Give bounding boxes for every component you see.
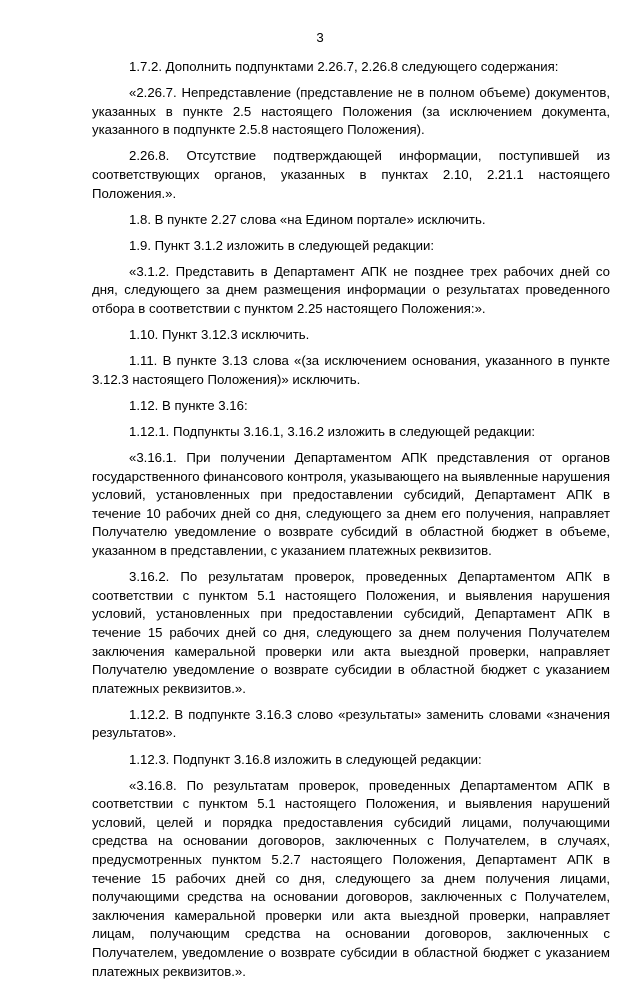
paragraph-1-8: 1.8. В пункте 2.27 слова «на Едином портале» исключить. bbox=[129, 211, 486, 227]
paragraph-1-12-2: 1.12.2. В подпункте 3.16.3 слово «результаты» заменить словами «значения результатов». bbox=[92, 706, 610, 741]
paragraph-1-7-2: 1.7.2. Дополнить подпунктами 2.26.7, 2.26.8 следующего содержания: bbox=[129, 59, 559, 74]
document-body bbox=[92, 58, 610, 989]
paragraph-1-12-1: 1.12.1. Подпункты 3.16.1, 3.16.2 изложить в следующей редакции: bbox=[129, 424, 536, 439]
paragraph-3-16-2: 3.16.2. По результатам проверок, проведенных Департаментом АПК в соответствии с пунктом 5.1 настоящего Положения, и выявления нарушения условий, установленных при предоставлении субсидий, Департамент АПК в течение 15 рабочих дней со дня, следующего за днем получения Получателем заключения камеральной проверки или акта выездной проверки, направляет Получателю уведомление о возврате субсидии в областной бюджет с указанием платежных реквизитов.». bbox=[92, 569, 610, 696]
paragraph-3-16-8: «3.16.8. По результатам проверок, проведенных Департаментом АПК в соответствии с пунктом 5.1 настоящего Положения, и выявления нарушений условий, целей и порядка предоставления субсидий лицами, получающими средства на основании договоров, заключенных с Получателем, в случаях, предусмотренных пунктом 5.2.7 настоящего Положения, Департамент АПК в течение 15 рабочих дней со дня, следующего за днем получения лицами, получающими средства на основании договоров, заключенных с Получателем, заключения камеральной проверки или акта выездной проверки, направляет лицам, получающим средства на основании договоров, заключенных с Получателем, уведомление о возврате субсидии в областной бюджет с указанием платежных реквизитов.». bbox=[92, 777, 610, 979]
paragraph-1-9: 1.9. Пункт 3.1.2 изложить в следующей редакции: bbox=[129, 237, 435, 253]
paragraph-3-16-1: «3.16.1. При получении Департаментом АПК представления от органов государственного финансового контроля, указывающего на выявленные нарушения условий, установленных при предоставлении субсидий, Департамент АПК в течение 10 рабочих дней со дня, следующего за днем его получения, направляет Получателю уведомление о возврате субсидий в областной бюджет в объеме, указанном в представлении, с указанием платежных реквизитов. bbox=[92, 450, 611, 559]
paragraph-2-26-7: «2.26.7. Непредставление (представление не в полном объеме) документов, указанных в пункте 2.5 настоящего Положения (за исключением документа, указанного в подпункте 2.5.8 настоящего Положения). bbox=[92, 85, 610, 138]
paragraph-2-26-8: 2.26.8. Отсутствие подтверждающей информации, поступившей из соответствующих органов, указанных в пунктах 2.10, 2.21.1 настоящего Положения.». bbox=[92, 148, 610, 201]
paragraph-3-1-2: «3.1.2. Представить в Департамент АПК не позднее трех рабочих дней со дня, следующего за днем размещения информации о результатах проведенного отбора в соответствии с пунктом 2.25 настоящего Положения:». bbox=[92, 263, 610, 317]
paragraph-1-11: 1.11. В пункте 3.13 слова «(за исключением основания, указанного в пункте 3.12.3 настоящего Положения)» исключить. bbox=[92, 353, 610, 387]
paragraph-1-12-3: 1.12.3. Подпункт 3.16.8 изложить в следующей редакции: bbox=[129, 751, 482, 767]
paragraph-1-10: 1.10. Пункт 3.12.3 исключить. bbox=[129, 327, 310, 343]
page-number: 3 bbox=[316, 30, 324, 45]
paragraph-1-12: 1.12. В пункте 3.16: bbox=[129, 397, 248, 413]
